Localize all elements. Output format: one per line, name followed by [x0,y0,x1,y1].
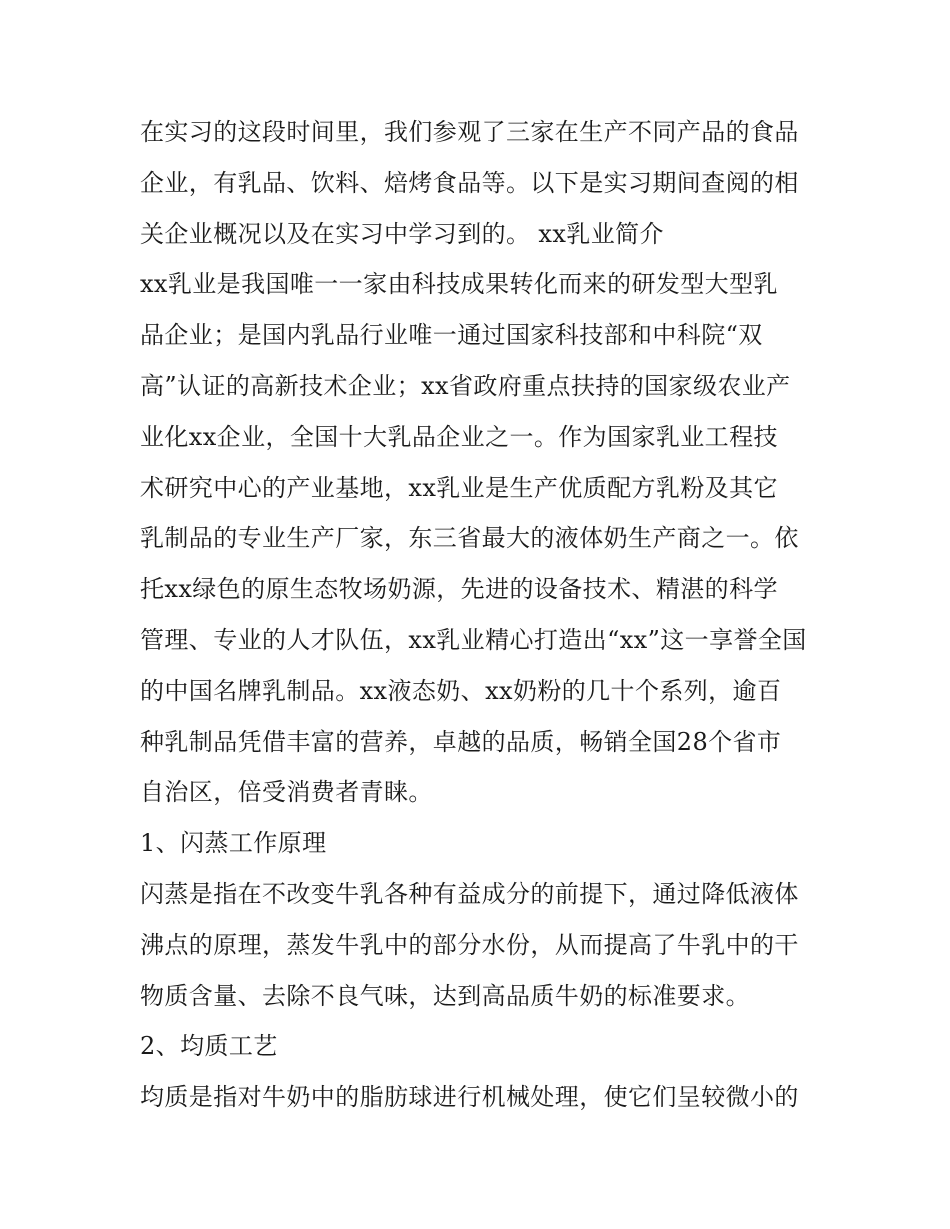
paragraph-line: 均质是指对牛奶中的脂肪球进行机械处理，使它们呈较微小的 [140,1083,799,1112]
paragraph-line: 管理、专业的人才队伍，xx乳业精心打造出“xx”这一享誉全国 [140,625,807,654]
paragraph-line: 高”认证的高新技术企业；xx省政府重点扶持的国家级农业产 [140,371,791,400]
paragraph-line: 品企业；是国内乳品行业唯一通过国家科技部和中科院“双 [140,321,763,350]
section-heading-flash-evaporation: 1、闪蒸工作原理 [140,829,327,858]
paragraph-line: 托xx绿色的原生态牧场奶源，先进的设备技术、精湛的科学 [140,575,778,604]
paragraph-line: 闪蒸是指在不改变牛乳各种有益成分的前提下，通过降低液体 [140,879,799,908]
paragraph-line: 自治区，倍受消费者青睐。 [140,778,433,807]
paragraph-line: 企业，有乳品、饮料、焙烤食品等。以下是实习期间查阅的相 [140,168,799,197]
paragraph-line: 物质含量、去除不良气味，达到高品质牛奶的标准要求。 [140,981,750,1010]
paragraph-line: 沸点的原理，蒸发牛乳中的部分水份，从而提高了牛乳中的干 [140,930,799,959]
paragraph-line: 的中国名牌乳制品。xx液态奶、xx奶粉的几十个系列，逾百 [140,676,782,705]
paragraph-line: 在实习的这段时间里，我们参观了三家在生产不同产品的食品 [140,118,799,146]
document-body [140,107,812,1123]
section-heading-homogenization: 2、均质工艺 [140,1032,278,1061]
paragraph-line: 乳制品的专业生产厂家，东三省最大的液体奶生产商之一。依 [140,524,799,553]
paragraph-line: 业化xx企业，全国十大乳品企业之一。作为国家乳业工程技 [140,422,778,451]
paragraph-line: xx乳业是我国唯一一家由科技成果转化而来的研发型大型乳 [140,270,778,299]
paragraph-line: 术研究中心的产业基地，xx乳业是生产优质配方乳粉及其它 [140,473,778,502]
paragraph-line: 种乳制品凭借丰富的营养，卓越的品质，畅销全国28个省市 [140,727,782,756]
paragraph-line: 关企业概况以及在实习中学习到的。 xx乳业简介 [140,219,664,248]
